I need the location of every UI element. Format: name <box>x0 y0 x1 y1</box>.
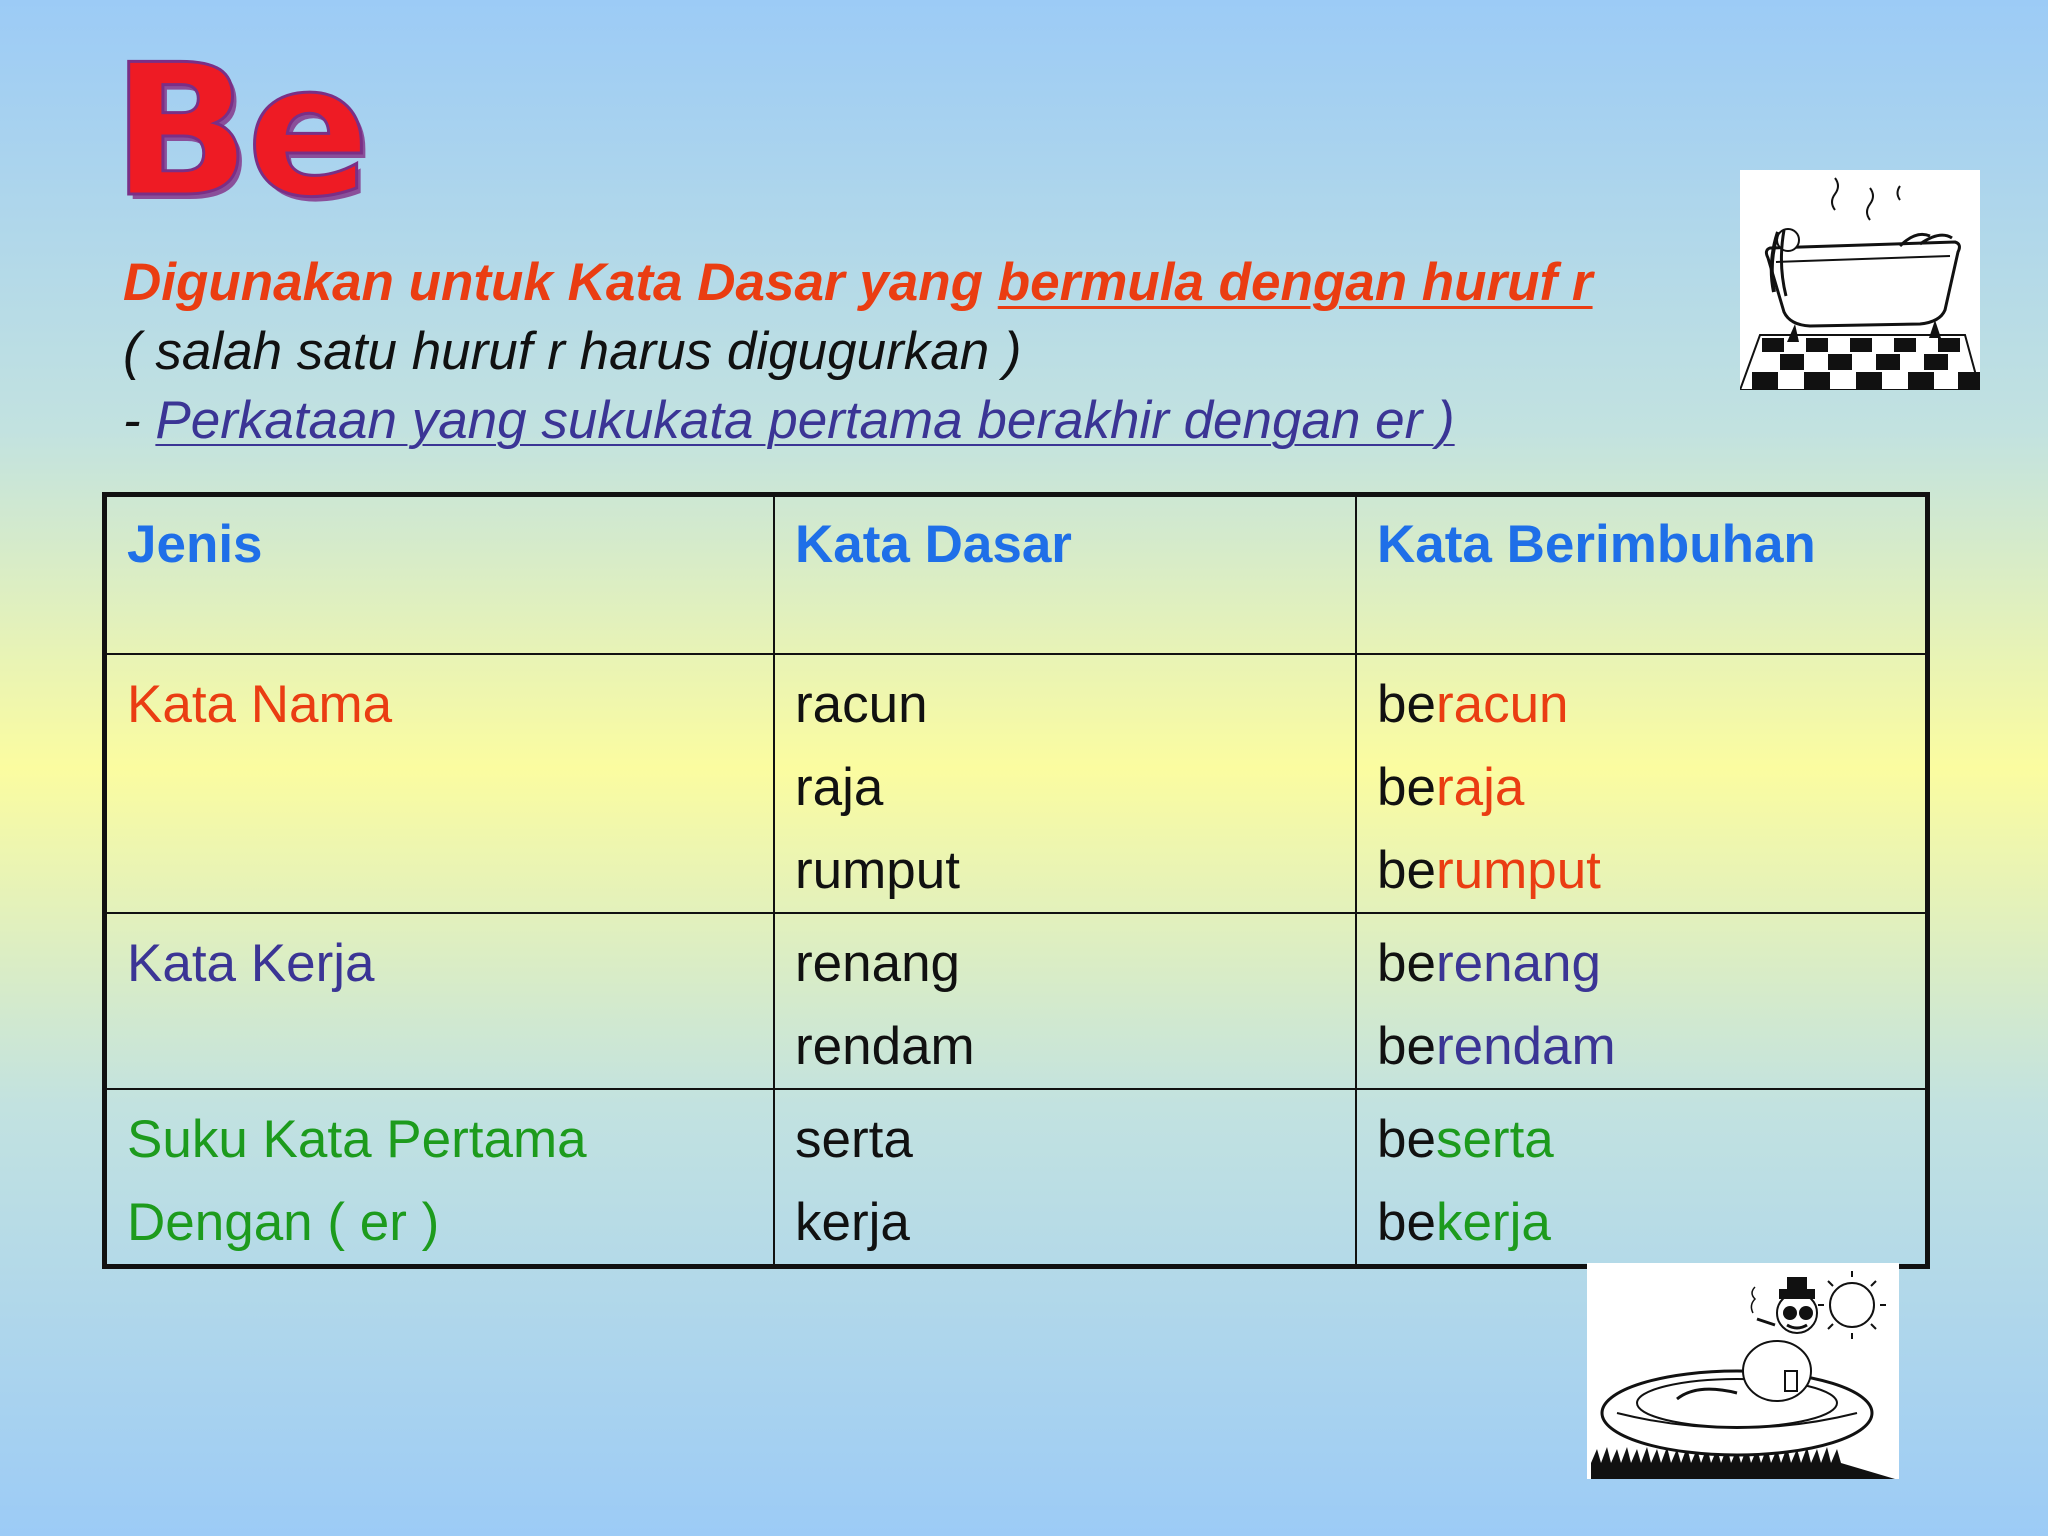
jenis-text: Suku Kata Pertama <box>127 1110 587 1169</box>
prefix-be: be <box>1377 1193 1436 1252</box>
intro-line-1-underlined: bermula dengan huruf r <box>997 253 1593 312</box>
root-word: rendam <box>1435 1017 1616 1076</box>
kata-dasar-word: kerja <box>795 1193 910 1252</box>
kata-dasar-word: renang <box>795 934 961 993</box>
table-row <box>105 913 1928 1089</box>
root-word: rumput <box>1435 841 1601 900</box>
cell-kata-berimbuhan <box>1356 913 1928 1089</box>
pool-sunbather-cartoon-icon <box>1587 1263 1899 1479</box>
intro-line-1 <box>123 248 1593 317</box>
kata-dasar-word: raja <box>795 758 884 817</box>
cell-kata-dasar <box>774 1089 1356 1267</box>
header-kata-berimbuhan: Kata Berimbuhan <box>1356 495 1928 655</box>
prefix-be: be <box>1377 841 1436 900</box>
berimbuhan-word <box>1377 663 1925 746</box>
prefix-be: be <box>1377 758 1436 817</box>
jenis-text: Dengan ( er ) <box>127 1193 440 1252</box>
cell-jenis <box>105 913 775 1089</box>
kata-dasar-word: rendam <box>795 1017 975 1076</box>
slide-title: Be <box>112 25 367 237</box>
prefix-be: be <box>1377 675 1436 734</box>
jenis-text: Kata Nama <box>127 675 393 734</box>
table-row <box>105 654 1928 913</box>
root-word: racun <box>1435 675 1569 734</box>
berimbuhan-word <box>1377 1098 1925 1181</box>
imbuhan-table <box>102 492 1930 1269</box>
bathtub-cartoon-icon <box>1740 170 1980 390</box>
kata-dasar-word: rumput <box>795 841 960 900</box>
header-kata-dasar: Kata Dasar <box>774 495 1356 655</box>
berimbuhan-word <box>1377 829 1925 912</box>
bathtub-cartoon-image <box>1740 170 1980 390</box>
intro-line-3 <box>123 386 1593 455</box>
cell-kata-berimbuhan <box>1356 654 1928 913</box>
intro-line-2: ( salah satu huruf r harus digugurkan ) <box>123 322 1022 381</box>
prefix-be: be <box>1377 934 1436 993</box>
jenis-text: Kata Kerja <box>127 934 375 993</box>
intro-line-1-text: Digunakan untuk Kata Dasar yang <box>123 253 998 312</box>
table-row <box>105 1089 1928 1267</box>
prefix-be: be <box>1377 1110 1436 1169</box>
berimbuhan-word <box>1377 1181 1925 1264</box>
root-word: renang <box>1435 934 1601 993</box>
intro-line-3-prefix: - <box>123 391 156 450</box>
cell-kata-dasar <box>774 913 1356 1089</box>
root-word: serta <box>1435 1110 1554 1169</box>
root-word: raja <box>1435 758 1525 817</box>
cell-jenis <box>105 1089 775 1267</box>
intro-line-3-link[interactable]: Perkataan yang sukukata pertama berakhir dengan er ) <box>155 391 1455 450</box>
berimbuhan-word <box>1377 746 1925 829</box>
root-word: kerja <box>1435 1193 1551 1252</box>
kata-dasar-word: racun <box>795 675 928 734</box>
header-jenis: Jenis <box>105 495 775 655</box>
cell-jenis <box>105 654 775 913</box>
intro-text <box>123 248 1593 455</box>
cell-kata-dasar <box>774 654 1356 913</box>
pool-sunbather-cartoon-image <box>1587 1263 1899 1479</box>
kata-dasar-word: serta <box>795 1110 913 1169</box>
prefix-be: be <box>1377 1017 1436 1076</box>
table-header-row <box>105 495 1928 655</box>
cell-kata-berimbuhan <box>1356 1089 1928 1267</box>
berimbuhan-word <box>1377 1005 1925 1088</box>
berimbuhan-word <box>1377 922 1925 1005</box>
